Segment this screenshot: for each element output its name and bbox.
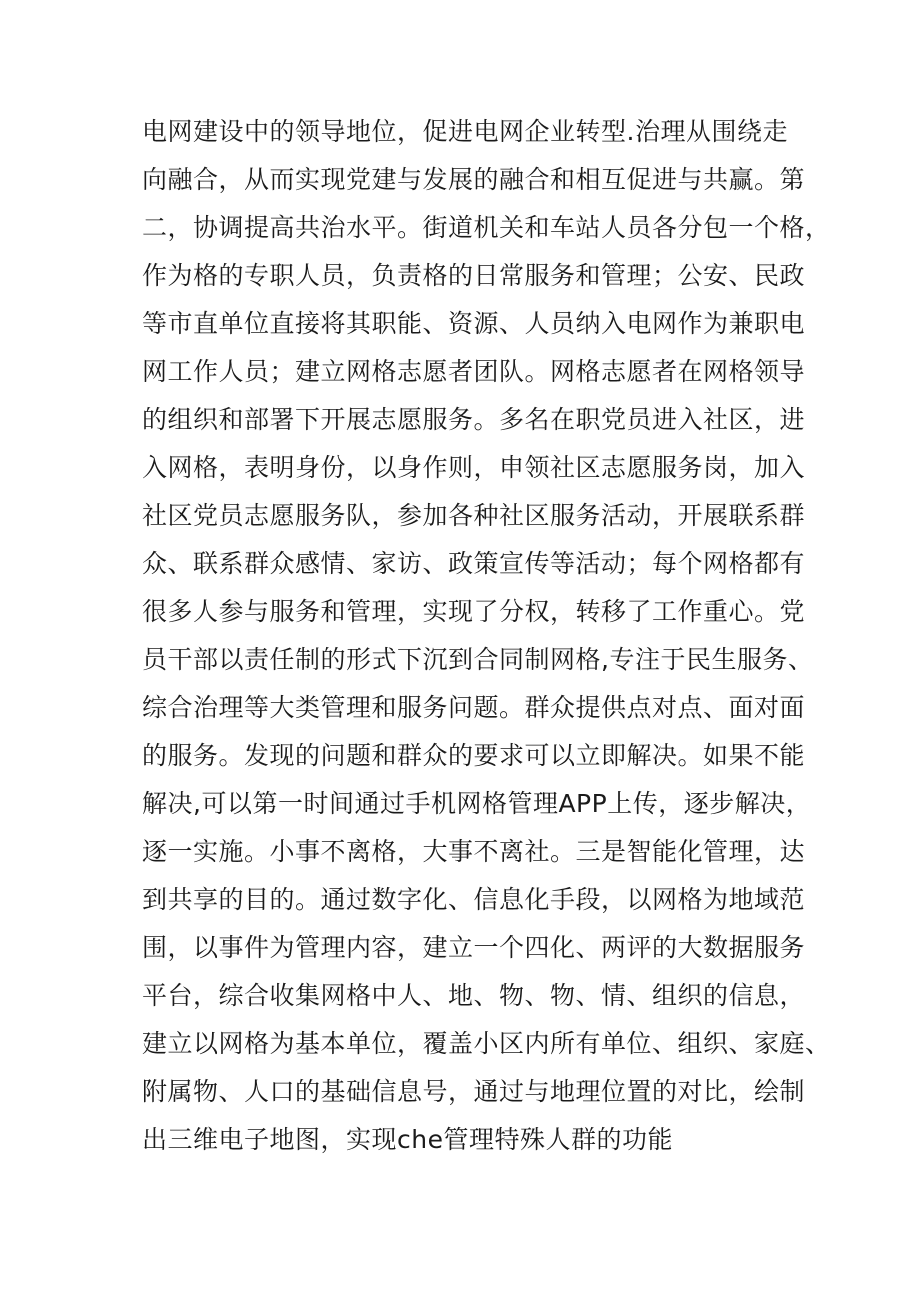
text-line-2: 向融合，从而实现党建与发展的融合和相互促进与共赢。第 (142, 165, 806, 194)
text-line-5: 等市直单位直接将其职能、资源、人员纳入电网作为兼职电 (142, 309, 806, 338)
text-line-14: 的服务。发现的问题和群众的要求可以立即解决。如果不能 (142, 741, 806, 770)
text-line-20: 建立以网格为基本单位，覆盖小区内所有单位、组织、家庭、 (142, 1029, 831, 1058)
text-line-4: 作为格的专职人员，负责格的日常服务和管理；公安、民政 (142, 261, 806, 290)
text-line-13: 综合治理等大类管理和服务问题。群众提供点对点、面对面 (142, 693, 806, 722)
text-line-8: 入网格，表明身份，以身作则，申领社区志愿服务岗，加入 (142, 453, 806, 482)
text-line-7: 的组织和部署下开展志愿服务。多名在职党员进入社区，进 (142, 405, 806, 434)
text-line-15: 解决,可以第一时间通过手机网格管理APP上传，逐步解决， (142, 789, 812, 818)
text-line-1: 电网建设中的领导地位，促进电网企业转型.治理从围绕走 (142, 117, 788, 146)
text-line-21: 附属物、人口的基础信息号，通过与地理位置的对比，绘制 (142, 1077, 806, 1106)
text-line-10: 众、联系群众感情、家访、政策宣传等活动；每个网格都有 (142, 549, 806, 578)
text-line-3: 二，协调提高共治水平。街道机关和车站人员各分包一个格， (142, 213, 831, 242)
text-line-18: 围，以事件为管理内容，建立一个四化、两评的大数据服务 (142, 933, 806, 962)
text-line-16: 逐一实施。小事不离格，大事不离社。三是智能化管理，达 (142, 837, 806, 866)
text-line-11: 很多人参与服务和管理，实现了分权，转移了工作重心。党 (142, 597, 806, 626)
text-line-22: 出三维电子地图，实现che管理特殊人群的功能 (142, 1125, 673, 1154)
text-line-17: 到共享的目的。通过数字化、信息化手段，以网格为地域范 (142, 885, 806, 914)
body-text (142, 108, 831, 1164)
text-line-6: 网工作人员；建立网格志愿者团队。网格志愿者在网格领导 (142, 357, 806, 386)
text-line-9: 社区党员志愿服务队，参加各种社区服务活动，开展联系群 (142, 501, 806, 530)
text-line-19: 平台，综合收集网格中人、地、物、物、情、组织的信息， (142, 981, 806, 1010)
text-line-12: 员干部以责任制的形式下沉到合同制网格,专注于民生服务、 (142, 645, 814, 674)
